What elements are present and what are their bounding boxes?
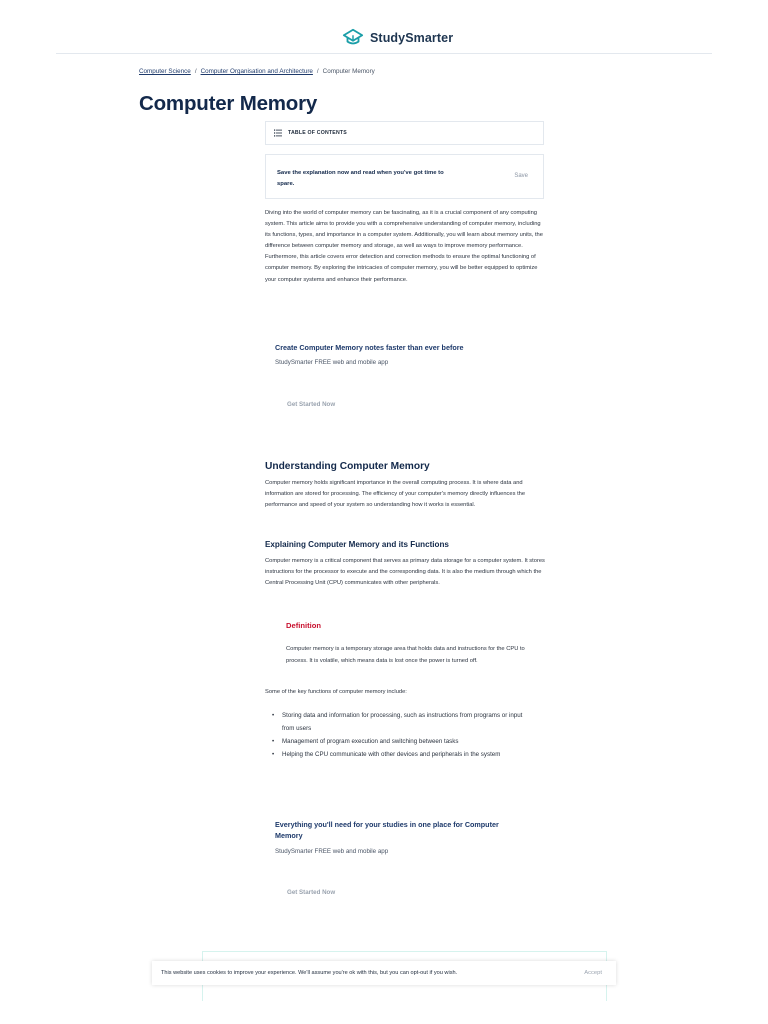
definition-text: Computer memory is a temporary storage area that holds data and instructions for the CPU to process. It is volatile, which means data is lost once the power is turned off. [286,646,525,664]
cta-subtitle: StudySmarter FREE web and mobile app [275,848,389,855]
section-heading-functions: Explaining Computer Memory and its Functions [265,540,449,549]
intro-paragraph: Diving into the world of computer memory can be fascinating, as it is a crucial component of any computing system. This article aims to provide you with a comprehensive understanding of computer memory, including its functions, types, and importance in a computer system. Additionally, you will learn about memory units, the difference between computer memory and storage, as well as ways to improve memory performance. Furthermore, this article covers error detection and correction methods to ensure the optimal functioning of computer memory. By exploring the intricacies of computer memory, you will be better equipped to optimize your computer systems and enhance their performance. [265,210,543,283]
definition-title: Definition [286,621,322,630]
save-button[interactable]: Save [514,173,528,179]
list-icon [274,129,282,137]
table-of-contents-toggle[interactable] [265,121,544,145]
list-item: • Helping the CPU communicate with other devices and peripherals in the system [272,748,532,761]
bottom-card-border [202,951,607,952]
section-heading-understanding: Understanding Computer Memory [265,461,430,472]
list-item: • Management of program execution and switching between tasks [272,735,532,748]
site-header [0,0,768,54]
section-paragraph: Computer memory is a critical component that serves as primary data storage for a computer system. It stores instructions for the processor to execute and the corresponding data. It is also the medium through which the Central Processing Unit (CPU) communicates with other peripherals. [265,558,545,587]
cookie-accept-button[interactable]: Accept [584,970,602,976]
header-divider [56,53,712,54]
brand-logo[interactable] [342,27,453,49]
toc-label: TABLE OF CONTENTS [288,130,347,136]
breadcrumb-separator: / [316,68,319,75]
save-prompt-text: Save the explanation now and read when you've got time to spare. [277,170,444,187]
cookie-banner [152,961,616,985]
graduation-cap-logo-icon [342,27,364,49]
brand-name: StudySmarter [370,31,454,45]
get-started-button[interactable]: Get Started Now [287,889,336,896]
breadcrumb [139,68,375,75]
breadcrumb-separator: / [194,68,197,75]
cta-title: Create Computer Memory notes faster than ever before [275,343,464,352]
functions-list [272,709,532,761]
cta-subtitle: StudySmarter FREE web and mobile app [275,359,389,366]
cta-title: Everything you'll need for your studies in one place for Computer Memory [275,820,499,840]
save-explanation-box [265,154,544,199]
list-item: • Storing data and information for processing, such as instructions from programs or input from users [272,709,532,735]
breadcrumb-current: Computer Memory [322,68,375,75]
functions-intro: Some of the key functions of computer memory include: [265,689,407,695]
get-started-button[interactable]: Get Started Now [287,401,336,408]
breadcrumb-link-computer-science[interactable]: Computer Science [139,68,191,75]
breadcrumb-link-computer-organisation[interactable]: Computer Organisation and Architecture [200,68,313,75]
page-title: Computer Memory [139,92,318,115]
cookie-message: This website uses cookies to improve your experience. We'll assume you're ok with this, but you can opt-out if you wish. [161,970,458,976]
section-paragraph: Computer memory holds significant importance in the overall computing process. It is where data and information are stored for processing. The efficiency of your computer's memory directly influences the performance and speed of your system so understanding how it works is essential. [265,480,526,509]
